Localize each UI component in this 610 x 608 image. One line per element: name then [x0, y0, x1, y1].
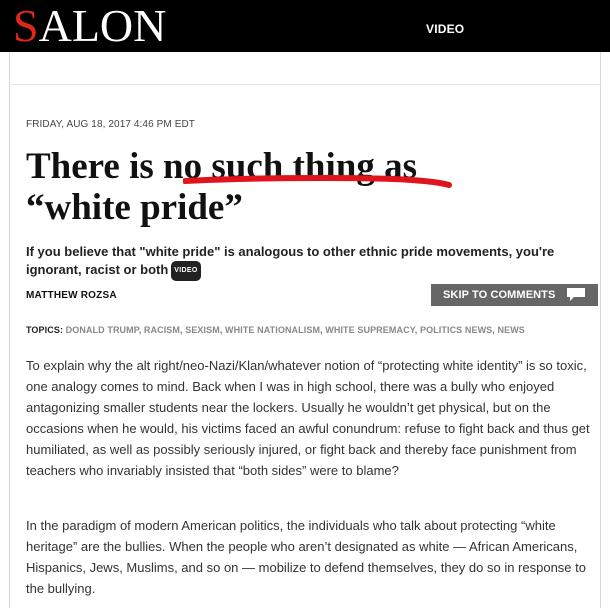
topic-tag[interactable]: WHITE SUPREMACY [325, 325, 415, 335]
comment-bubble-icon [567, 288, 585, 301]
topic-tag[interactable]: RACISM [143, 325, 181, 335]
topics-list: TOPICS: DONALD TRUMP, RACISM, SEXISM, WHITE NATIONALISM, WHITE SUPREMACY, POLITICS NEWS, NEWS [26, 325, 525, 335]
headline-line-1: There is no such thing as [26, 146, 417, 187]
salon-logo[interactable]: SALON [13, 0, 167, 51]
page-border-left [9, 52, 10, 608]
article-paragraph: In the paradigm of modern American politics, the individuals who talk about protecting “white heritage” are the bullies. When the people who aren’t designated as white — African Americans, Hispanics, Jews, Muslims, and so on — mobilize to defend themselves, they do so in response to the bullying. [26, 518, 586, 596]
page-border-right [600, 52, 601, 608]
topic-tag[interactable]: NEWS [497, 325, 525, 335]
topic-tag[interactable]: DONALD TRUMP [65, 325, 139, 335]
topic-tag[interactable]: POLITICS NEWS [419, 325, 493, 335]
article-dek: If you believe that "white pride" is analogous to other ethnic pride movements, you're ignorant, racist or both VIDEO [26, 243, 596, 281]
topic-tag[interactable]: SEXISM [185, 325, 220, 335]
headline-line-2: “white pride” [26, 187, 243, 228]
topic-tag[interactable]: WHITE NATIONALISM [225, 325, 321, 335]
article-dateline: FRIDAY, AUG 18, 2017 4:46 PM EDT [26, 119, 196, 130]
video-badge[interactable]: VIDEO [171, 261, 200, 281]
author-byline[interactable]: MATTHEW ROZSA [26, 290, 117, 301]
red-underline-annotation [183, 172, 453, 190]
nav-video-link[interactable]: VIDEO [426, 22, 465, 36]
divider [9, 84, 601, 85]
article-paragraph: To explain why the alt right/neo-Nazi/Klan/whatever notion of “protecting white identity” is so toxic, one analogy comes to mind. Back when I was in high school, there was a bully who enjoyed antagonizing smaller students near the lockers. Usually he wouldn’t get physical, but on the occasions when he would, his victims faced an awful conundrum: refuse to fight back and thus get humiliated, as well as possibly seriously injured, or fight back and thereby face punishment from teachers who invariably insisted that “both sides” were to blame? [26, 358, 590, 478]
topics-label: TOPICS: [26, 325, 64, 335]
skip-to-comments-button[interactable]: SKIP TO COMMENTS [431, 284, 598, 306]
site-header [0, 0, 610, 52]
